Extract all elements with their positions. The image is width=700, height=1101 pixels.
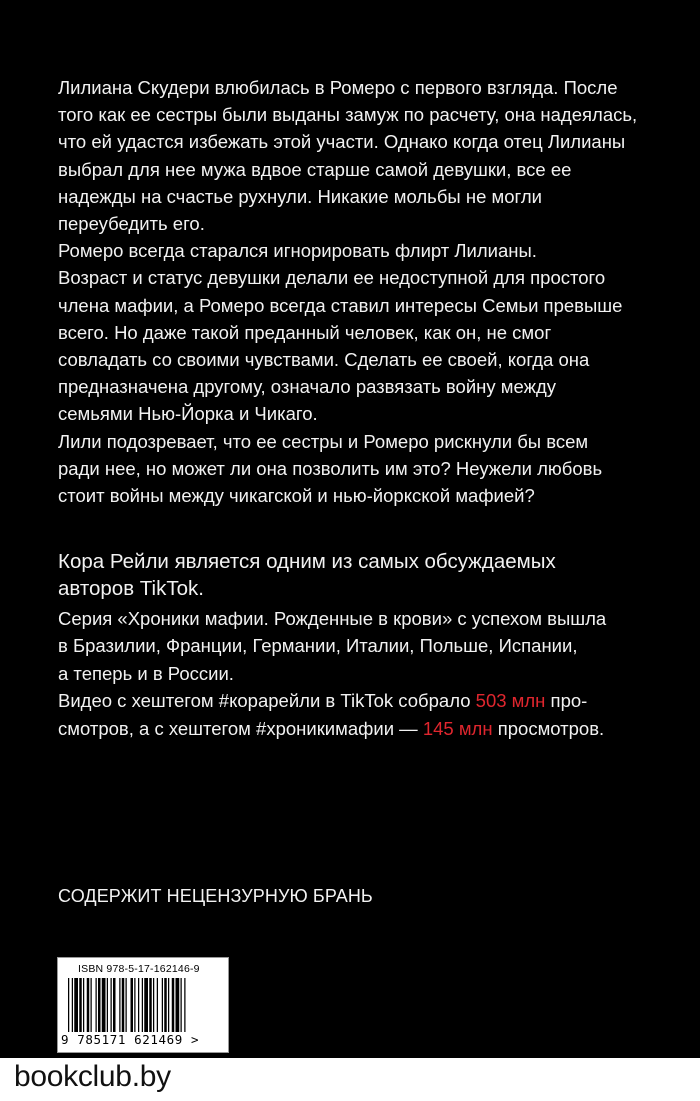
barcode-bar [172, 978, 175, 1034]
stats-line [58, 715, 668, 742]
barcode-bar [144, 978, 148, 1034]
site-name: bookclub.by [14, 1060, 171, 1093]
barcode-bar [181, 978, 182, 1034]
views-count-highlight: 503 млн [475, 690, 546, 712]
barcode-bar [72, 978, 73, 1034]
barcode-digits: 9 785171 621469 > [61, 1032, 225, 1047]
barcode-bar [138, 978, 139, 1034]
stats-text: про- [545, 690, 588, 712]
barcode-bar [131, 978, 134, 1034]
synopsis-line: предназначена другому, означало развязать войну между [58, 376, 556, 398]
synopsis-line: всего. Но даже такой преданный человек, как он, не смог [58, 321, 552, 343]
views-count-highlight: 145 млн [422, 717, 493, 739]
synopsis-line: Возраст и статус девушки делали ее недоступной для простого [58, 267, 606, 289]
synopsis-line: Лили подозревает, что ее сестры и Ромеро рискнули бы всем [58, 430, 589, 452]
content-warning: СОДЕРЖИТ НЕЦЕНЗУРНУЮ БРАНЬ [58, 886, 373, 906]
author-lead-line: авторов TikTok. [58, 577, 204, 600]
barcode-bar [142, 978, 143, 1034]
synopsis-line: члена мафии, а Ромеро всегда ставил интересы Семьи превыше [58, 294, 623, 316]
barcode-bar [107, 978, 108, 1034]
synopsis-line: выбрал для нее мужа вдвое старше самой девушки, все ее [58, 158, 572, 180]
barcode-bar [157, 978, 158, 1034]
barcode-bar [96, 978, 97, 1034]
stats-text: просмотров. [492, 717, 605, 739]
barcode-bar [149, 978, 152, 1034]
barcode-bar [68, 978, 69, 1034]
synopsis-text [58, 74, 658, 509]
stats-text: смотров, а с хештегом #хроникимафии — [58, 717, 423, 739]
stats-line [58, 687, 668, 714]
barcode-bar [87, 978, 90, 1034]
barcode-bar [74, 978, 78, 1034]
author-section [58, 548, 668, 742]
synopsis-line: стоит войны между чикагской и нью-йоркской мафией? [58, 485, 535, 507]
synopsis-line: семьями Нью-Йорка и Чикаго. [58, 403, 318, 425]
series-line: Серия «Хроники мафии. Рожденные в крови» с успехом вышла [58, 608, 607, 629]
series-line: а теперь и в России. [58, 662, 234, 684]
barcode-bar [111, 978, 112, 1034]
stats-text: Видео с хештегом #корарейли в TikTok собрало [58, 690, 476, 712]
barcode-bar [98, 978, 101, 1034]
barcode-bar [134, 978, 135, 1034]
barcode-bar [102, 978, 106, 1034]
barcode-bar [168, 978, 169, 1034]
barcode-bar [113, 978, 116, 1034]
synopsis-line: ради нее, но может ли она позволить им это? Неужели любовь [58, 457, 603, 479]
barcode-bar [122, 978, 125, 1034]
synopsis-line: Ромеро всегда старался игнорировать флирт Лилианы. [58, 240, 537, 262]
barcode-bar [126, 978, 127, 1034]
barcode-bar [176, 978, 180, 1034]
barcode [57, 957, 229, 1053]
barcode-bar [153, 978, 154, 1034]
barcode-bar [164, 978, 167, 1034]
series-line: в Бразилии, Франции, Германии, Италии, Польше, Испании, [58, 635, 578, 657]
author-lead-line: Кора Рейли является одним из самых обсуждаемых [58, 550, 556, 573]
barcode-bar [119, 978, 120, 1034]
watermark-footer [0, 1058, 700, 1101]
isbn-label: ISBN 978-5-17-162146-9 [78, 963, 200, 975]
barcode-bar [79, 978, 82, 1034]
author-lead [58, 548, 668, 602]
synopsis-line: переубедить его. [58, 213, 205, 235]
synopsis-line: совладать со своими чувствами. Сделать ее своей, когда она [58, 349, 590, 371]
synopsis-line: надежды на счастье рухнули. Никакие мольбы не могли [58, 185, 542, 207]
synopsis-line: того как ее сестры были выданы замуж по расчету, она надеялась, [58, 104, 638, 126]
barcode-bar [184, 978, 185, 1034]
synopsis-line: что ей удастся избежать этой участи. Однако когда отец Лилианы [58, 131, 626, 153]
barcode-bar [91, 978, 92, 1034]
barcode-bar [83, 978, 84, 1034]
barcode-bar [162, 978, 163, 1034]
synopsis-line: Лилиана Скудери влюбилась в Ромеро с первого взгляда. После [58, 77, 618, 98]
barcode-bars [68, 978, 220, 1034]
